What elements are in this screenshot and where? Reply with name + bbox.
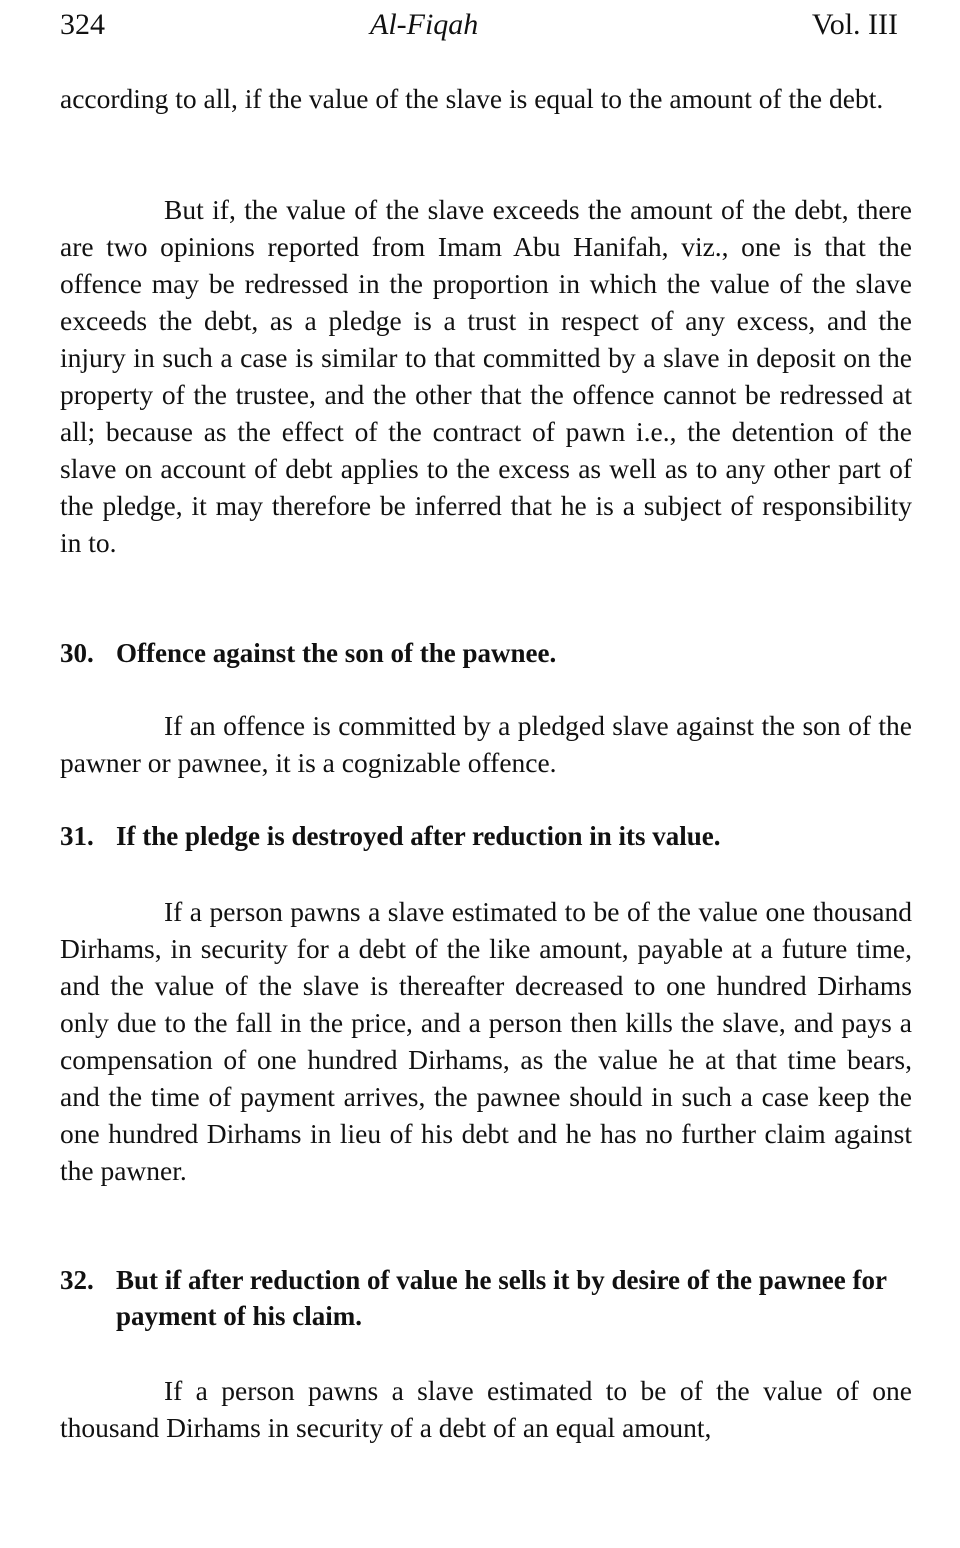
section-title: Offence against the son of the pawnee. (116, 638, 557, 668)
continued-paragraph: according to all, if the value of the slave is equal to the amount of the debt. (60, 83, 884, 114)
volume-label: Vol. III (811, 8, 898, 41)
section-number: 32. (60, 1265, 94, 1295)
running-header (60, 0, 912, 48)
section-title: But if after reduction of value he sells it by desire of the pawnee for payment of his claim. (116, 1265, 887, 1331)
section-number: 31. (60, 821, 94, 851)
section-32-text: If a person pawns a slave estimated to be of the value of one thousand Dirhams in security of a debt of an equal amount, (60, 1375, 912, 1443)
section-title: If the pledge is destroyed after reduction in its value. (116, 821, 721, 851)
book-page (60, 0, 912, 1443)
page-number: 324 (60, 8, 105, 41)
section-heading-31 (60, 818, 960, 854)
section-31-text: If a person pawns a slave estimated to be of the value one thousand Dirhams, in security for a debt of the like amount, payable at a future time, and the value of the slave is thereafter decreased to one hundred Dirhams only due to the fall in the price, and a person then kills the slave, and pays a compensation of one hundred Dirhams, as the value he at that time bears, and the time of payment arrives, the pawnee should in such a case keep the one hundred Dirhams in lieu of his debt and he has no further claim against the pawner. (60, 896, 912, 1186)
section-number: 30. (60, 638, 94, 668)
section-30-text: If an offence is committed by a pledged slave against the son of the pawner or pawnee, it is a cognizable offence. (60, 710, 912, 778)
book-title: Al-Fiqah (370, 8, 479, 41)
section-heading-32 (60, 1262, 960, 1334)
section-heading-30 (60, 635, 960, 671)
paragraph-two-opinions: But if, the value of the slave exceeds the amount of the debt, there are two opinions reported from Imam Abu Hanifah, viz., one is that the offence may be redressed in the proportion in which the value of the slave exceeds the debt, as a pledge is a trust in respect of any excess, and the injury in such a case is similar to that committed by a slave in deposit on the property of the trustee, and the other that the offence cannot be redressed at all; because as the effect of the contract of pawn i.e., the detention of the slave on account of debt applies to the excess as well as to any other part of the pledge, it may therefore be inferred that he is a subject of responsibility in to. (60, 194, 912, 558)
